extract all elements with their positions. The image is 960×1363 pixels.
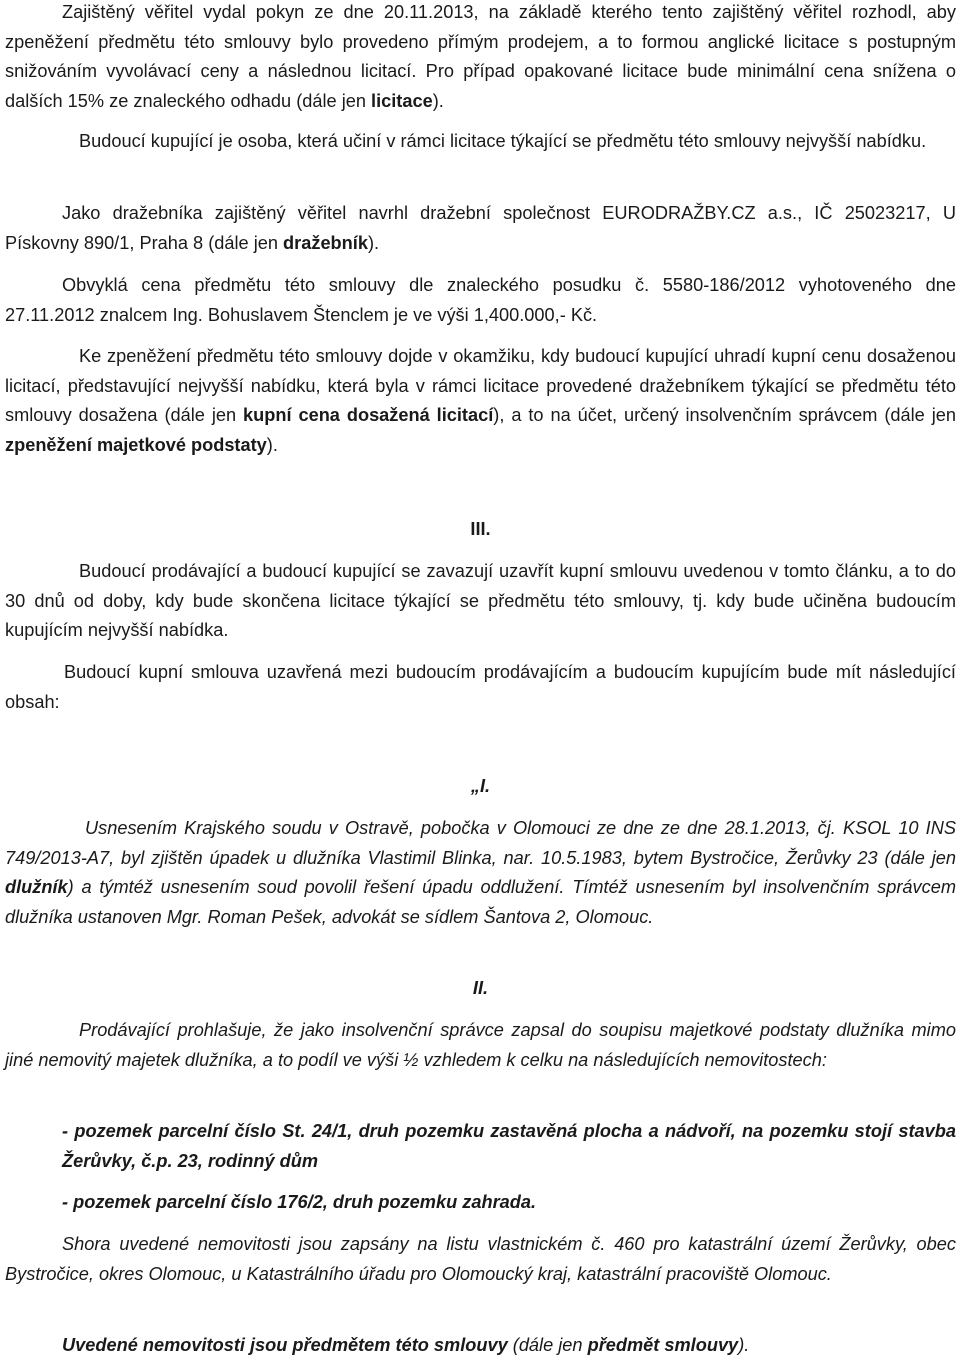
list-item-pozemek-176-2: - pozemek parcelní číslo 176/2, druh pozemku zahrada. xyxy=(62,1192,537,1212)
paragraph-text: Ke zpeněžení předmětu této smlouvy dojde v okamžiku, kdy budoucí kupující uhradí kupní cenu dosaženou licitací, představující nejvyšší nabídku, která byla v rámci licitace provedené dražebníkem týkající se předmětu této smlouvy dosažena (dále jen xyxy=(5,346,956,425)
paragraph-text: Jako dražebníka zajištěný věřitel navrhl dražební společnost EURODRAŽBY.CZ a.s., IČ 25023217, U Pískovny 890/1, Praha 8 (dále jen xyxy=(5,203,956,253)
paragraph-text: Budoucí kupující je osoba, která učiní v rámci licitace týkající se předmětu této smlouvy nejvyšší nabídku. xyxy=(79,131,927,151)
paragraph-licitace xyxy=(5,0,956,116)
paragraph-text: Prodávající prohlašuje, že jako insolvenční správce zapsal do soupisu majetkové podstaty dlužníka mimo jiné nemovitý majetek dlužníka, a to podíl ve výši ½ vzhledem k celku na následujících nemovitostech: xyxy=(5,1020,956,1070)
paragraph-obsah xyxy=(5,658,956,717)
list-item-pozemek-st-24-1: - pozemek parcelní číslo St. 24/1, druh pozemku zastavěná plocha a nádvoří, na pozemku stojí stavba Žerůvky, č.p. 23, rodinný dům xyxy=(62,1121,956,1171)
paragraph-text: Obvyklá cena předmětu této smlouvy dle znaleckého posudku č. 5580-186/2012 vyhotoveného dne 27.11.2012 znalcem Ing. Bohuslavem Štenclem je ve výši 1,400.000,- Kč. xyxy=(5,275,956,325)
paragraph-text: (dále jen xyxy=(507,1335,588,1355)
defined-term: zpeněžení majetkové podstaty xyxy=(5,434,267,455)
paragraph-text: ). xyxy=(738,1335,750,1355)
paragraph-zavazek xyxy=(5,557,956,646)
defined-term: kupní cena dosažená licitací xyxy=(243,405,494,425)
article-heading-iii: III. xyxy=(470,519,491,539)
paragraph-text: Budoucí kupní smlouva uzavřená mezi budoucím prodávajícím a budoucím kupujícím bude mít následující obsah: xyxy=(5,662,956,712)
paragraph-text: Budoucí prodávající a budoucí kupující se zavazují uzavřít kupní smlouvu uvedenou v tomto článku, a to do 30 dnů od doby, kdy bude skončena licitace týkající se předmětu této smlouvy, tj. kdy bude učiněna budoucím kupujícím nejvyšší nabídka. xyxy=(5,561,956,640)
defined-term: licitace xyxy=(371,90,433,111)
paragraph-prohlaseni xyxy=(5,1016,956,1075)
article-heading-ii: II. xyxy=(472,978,489,998)
paragraph-usneseni xyxy=(5,814,956,932)
defined-term: dražebník xyxy=(283,232,368,253)
paragraph-zpenezeni xyxy=(5,342,956,460)
paragraph-text: ). xyxy=(266,434,278,455)
paragraph-katastr xyxy=(5,1230,956,1289)
paragraph-predmet-smlouvy xyxy=(62,1331,956,1361)
paragraph-obvykla-cena xyxy=(5,271,956,330)
defined-term: dlužník xyxy=(5,877,68,897)
paragraph-drazebnik xyxy=(5,199,956,258)
paragraph-text: Usnesením Krajského soudu v Ostravě, pobočka v Olomouci ze dne ze dne 28.1.2013, čj. KSOL 10 INS 749/2013-A7, byl zjištěn úpadek u dlužníka Vlastimil Blinka, nar. 10.5.1983, bytem Bystročice, Žerůvky 23 (dále jen xyxy=(5,818,956,868)
paragraph-text: Shora uvedené nemovitosti jsou zapsány na listu vlastnickém č. 460 pro katastrální území Žerůvky, obec Bystročice, okres Olomouc, u Katastrálního úřadu pro Olomoucký kraj, katastrální pracoviště Olomouc. xyxy=(5,1234,956,1284)
paragraph-text: Zajištěný věřitel vydal pokyn ze dne 20.11.2013, na základě kterého tento zajištěný věřitel rozhodl, aby zpeněžení předmětu této smlouvy bylo provedeno přímým prodejem, a to formou anglické licitace s postupným snižováním vyvolávací ceny a následnou licitací. Pro případ opakované licitace bude minimální cena snížena o dalších 15% ze znaleckého odhadu (dále jen xyxy=(5,2,956,111)
paragraph-text: ). xyxy=(367,232,380,253)
article-heading-i: „I. xyxy=(470,776,491,796)
paragraph-text: ), a to na účet, určený insolvenčním správcem (dále jen xyxy=(493,405,956,425)
defined-term: Uvedené nemovitosti jsou předmětem této smlouvy xyxy=(62,1335,508,1355)
paragraph-budouci-kupujici xyxy=(5,127,956,157)
paragraph-text: ) a týmtéž usnesením soud povolil řešení úpadu oddlužení. Tímtéž usnesením byl insolvenčním správcem dlužníka ustanoven Mgr. Roman Pešek, advokát se sídlem Šantova 2, Olomouc. xyxy=(5,877,956,927)
defined-term: předmět smlouvy xyxy=(587,1335,739,1355)
paragraph-text: ). xyxy=(432,90,444,111)
